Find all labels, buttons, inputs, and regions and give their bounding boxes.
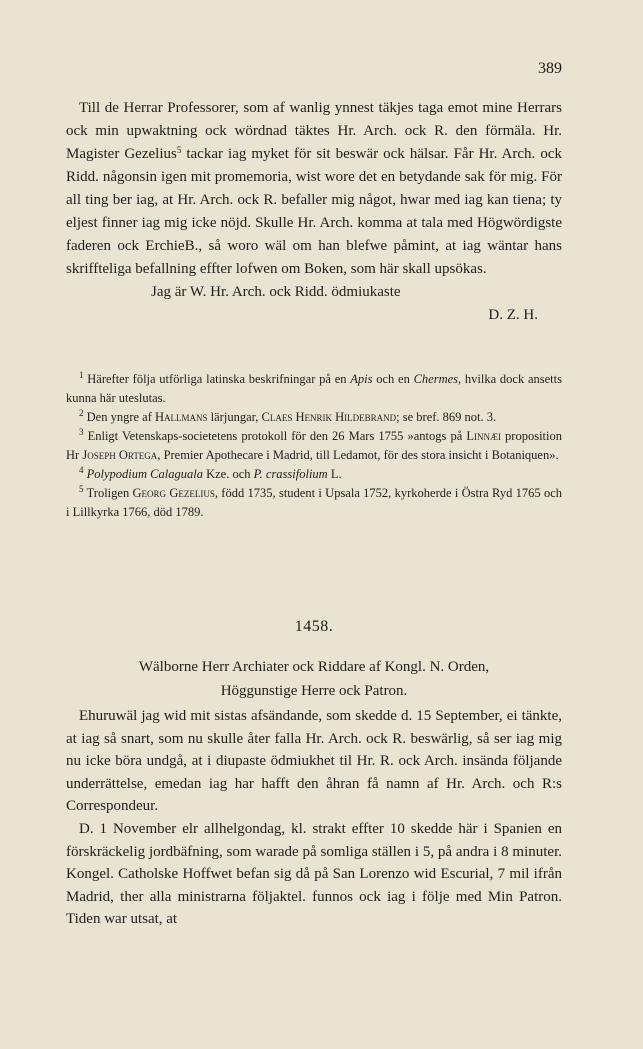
taxon-name: P. crassifolium (253, 467, 328, 481)
footnote-text: , född 1735, student i Upsala 1752, kyrkoherde i Östra Ryd 1765 och i Lillkyrka 1766, död 1789. (66, 486, 563, 519)
footnote-text: lärjungar, (207, 410, 262, 424)
paragraph: Ehuruwäl jag wid mit sistas afsändande, som skedde d. 15 September, ei tänkte, at iag så snart, som nu skulle åter falla Hr. Arch. ock R. beswärlig, så ser iag mig nu icke böra undgå, at i diupaste ödmiukhet til Hr. R. ock Arch. insända följande underrättelse, emedan iag har hafft den åhran få namn af Hr. Arch. och R:s Correspondeur. (66, 708, 562, 815)
taxon-name: Polypodium Calaguala (86, 467, 203, 481)
footnote-text: Härefter följa utförliga latinska beskrifningar på en (87, 372, 351, 386)
signoff: Jag är W. Hr. Arch. ock Ridd. ödmiukaste (151, 284, 401, 300)
footnote-text: L. (327, 467, 342, 481)
footnote-text: ; se bref. 869 not. 3. (396, 410, 497, 424)
person-name: Georg Gezelius (132, 486, 215, 500)
signature: D. Z. H. (488, 307, 538, 323)
footnote-text: Troligen (86, 486, 133, 500)
paragraph-text: Till de Herrar Professorer, som af wanlig ynnest täkjes taga emot mine Herrars ock min upwaktning ock wördnad täktes Hr. Arch. ock R. den förmäla. Hr. Magister Gezelius (66, 100, 562, 162)
taxon-name: Apis (350, 372, 373, 386)
paragraph: D. 1 November elr allhelgondag, kl. strakt effter 10 skedde här i Spanien en förskräckelig jordbäfning, som warade på somliga ställen i 5, på andra i 8 minuter. Kongel. Catholske Hoffwet befan sig då på San Lorenzo wid Escurial, 7 mil ifrån Madrid, ther alla ministrarna följaktel. funnos ock iag i följe med Min Patron. Tiden war utsat, at (66, 820, 562, 928)
person-name: Hallmans (155, 410, 208, 424)
footnote-text: , hvilka dock ansetts kunna här uteslutas. (66, 372, 562, 405)
person-name: Linnæi (466, 429, 501, 443)
footnote-text: Kze. och (202, 467, 254, 481)
letter-number: 1458. (294, 618, 334, 635)
footnote-text: och en (372, 372, 414, 386)
footnote-text: Den yngre af (86, 410, 155, 424)
salutation-line: Höggunstige Herre ock Patron. (220, 683, 408, 699)
footnote-text: Enligt Vetenskaps-societetens protokoll för den 26 Mars 1755 »antogs på (87, 429, 467, 443)
person-name: Joseph Ortega (82, 448, 158, 462)
salutation-line: Wälborne Herr Archiater ock Riddare af Kongl. N. Orden, (138, 659, 490, 675)
footnote-mark: 1 (79, 370, 84, 380)
footnote-text: proposition Hr (66, 429, 562, 462)
footnote-text: , Premier Apothecare i Madrid, till Ledamot, för des stora insicht i Botaniquen». (157, 448, 559, 462)
footnote-mark: 4 (79, 465, 84, 475)
footnote-2 (66, 408, 562, 427)
person-name: Claes Henrik Hildebrand (261, 410, 397, 424)
footnote-mark: 2 (79, 408, 84, 418)
footnote-mark: 5 (79, 484, 84, 494)
taxon-name: Chermes (413, 372, 459, 386)
paragraph (66, 97, 562, 281)
footnote-1 (66, 370, 562, 408)
letter-continuation (66, 97, 562, 327)
salutation (66, 655, 562, 703)
footnote-5 (66, 484, 562, 522)
page-number: 389 (538, 60, 562, 77)
footnote-3 (66, 427, 562, 465)
footnote-mark: 3 (79, 427, 84, 437)
footnotes (66, 370, 562, 522)
footnote-4 (66, 465, 562, 484)
letter-body (66, 705, 562, 931)
paragraph-text: tackar iag myket för sit beswär ock hälsar. Får Hr. Arch. ock Ridd. någonsin igen mit promemoria, wist wore det en betydande sak för mig. För all ting ber iag, at Hr. Arch. ock R. befaller mig något, hwar med iag kan tiena; ty eljest finner iag mig icke nöjd. Skulle Hr. Arch. komma at tala med Högwördigste faderen ock ErchieB., så woro wäl om han blefwe påmint, at iag wäntar hans skriffteliga befallning effter lofwen om Boken, som här skall upsökas. (66, 146, 562, 277)
footnote-ref: 5 (176, 145, 182, 155)
